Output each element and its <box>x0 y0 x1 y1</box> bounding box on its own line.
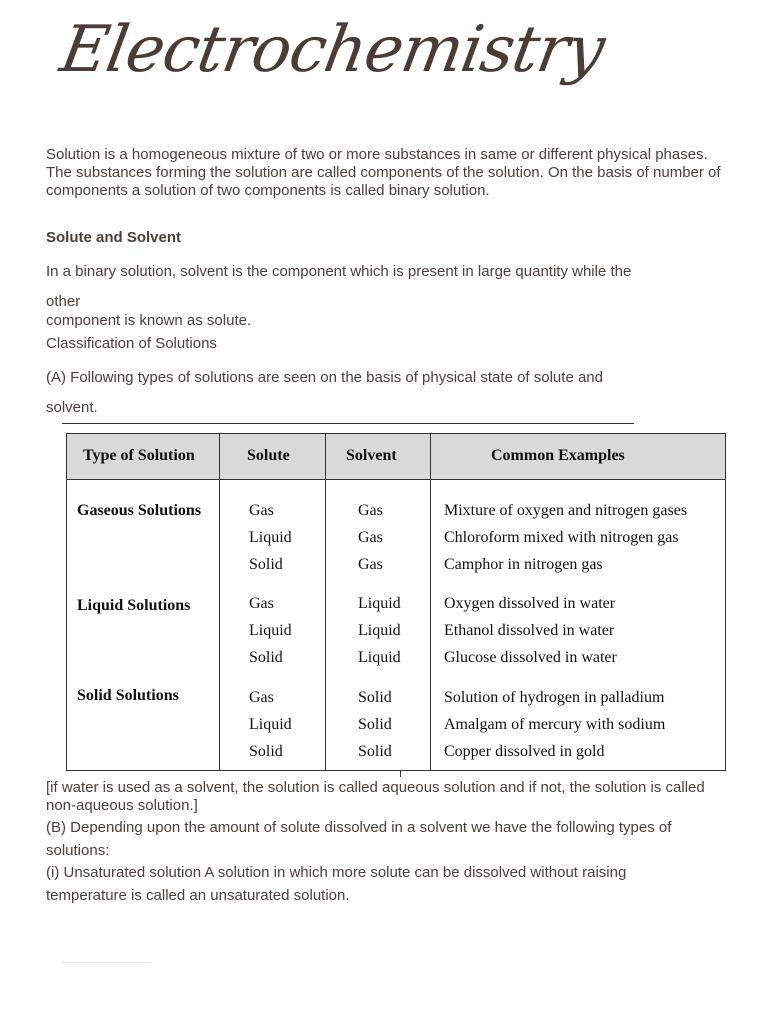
unsaturated-line-2: temperature is called an unsaturated solution. <box>46 887 350 904</box>
column-divider <box>325 434 326 770</box>
cell-solvent: Solid <box>358 743 392 760</box>
faint-rule <box>62 962 150 963</box>
category-gaseous: Gaseous Solutions <box>77 502 202 519</box>
binary-line-3: component is known as solute. <box>46 312 252 329</box>
cell-example: Solution of hydrogen in palladium <box>444 689 665 706</box>
type-b-line-1: (B) Depending upon the amount of solute dissolved in a solvent we have the following types of <box>46 819 672 836</box>
cell-example: Camphor in nitrogen gas <box>444 556 603 573</box>
cell-example: Mixture of oxygen and nitrogen gases <box>444 502 688 519</box>
cell-solute: Solid <box>249 649 283 666</box>
unsaturated-line-1: (i) Unsaturated solution A solution in which more solute can be dissolved without raising <box>46 864 627 881</box>
cell-solute: Liquid <box>249 622 292 639</box>
type-b-line-2: solutions: <box>46 842 110 859</box>
cell-solute: Gas <box>249 502 274 519</box>
cell-solute: Gas <box>249 689 274 706</box>
cell-solute: Solid <box>249 743 283 760</box>
column-divider <box>219 434 220 770</box>
cell-solvent: Solid <box>358 689 392 706</box>
cell-example: Chloroform mixed with nitrogen gas <box>444 529 679 546</box>
intro-paragraph: Solution is a homogeneous mixture of two or more substances in same or different physical phases. The substances forming the solution are called components of the solution. On the basis of number of components a solution of two components is called binary solution. <box>46 146 721 199</box>
cell-solvent: Gas <box>358 529 383 546</box>
header-examples: Common Examples <box>491 447 625 464</box>
cell-solvent: Solid <box>358 716 392 733</box>
cell-solute: Solid <box>249 556 283 573</box>
aqueous-note: [if water is used as a solvent, the solution is called aqueous solution and if not, the solution is called non-aqueous solution.] <box>46 779 705 814</box>
header-solute: Solute <box>247 447 290 464</box>
column-divider <box>430 434 431 770</box>
cell-solute: Liquid <box>249 529 292 546</box>
category-liquid: Liquid Solutions <box>77 597 191 614</box>
table-top-rule <box>62 423 634 424</box>
table-tick <box>400 771 401 777</box>
cell-example: Copper dissolved in gold <box>444 743 605 760</box>
page-title: Electrochemistry <box>55 13 610 87</box>
cell-solvent: Liquid <box>358 622 401 639</box>
type-a-line-2: solvent. <box>46 399 98 416</box>
type-a-line-1: (A) Following types of solutions are seen on the basis of physical state of solute and <box>46 369 603 386</box>
category-solid: Solid Solutions <box>77 687 179 704</box>
cell-example: Amalgam of mercury with sodium <box>444 716 666 733</box>
cell-example: Oxygen dissolved in water <box>444 595 616 612</box>
binary-line-2: other <box>46 293 81 310</box>
cell-example: Ethanol dissolved in water <box>444 622 615 639</box>
solutions-table <box>66 433 726 771</box>
cell-solvent: Liquid <box>358 649 401 666</box>
header-type: Type of Solution <box>83 447 195 464</box>
binary-line-1: In a binary solution, solvent is the component which is present in large quantity while the <box>46 263 632 280</box>
classification-heading: Classification of Solutions <box>46 335 217 352</box>
solute-solvent-heading: Solute and Solvent <box>46 229 182 246</box>
cell-solvent: Gas <box>358 502 383 519</box>
cell-example: Glucose dissolved in water <box>444 649 617 666</box>
cell-solvent: Gas <box>358 556 383 573</box>
cell-solute: Gas <box>249 595 274 612</box>
cell-solute: Liquid <box>249 716 292 733</box>
cell-solvent: Liquid <box>358 595 401 612</box>
header-solvent: Solvent <box>346 447 397 464</box>
